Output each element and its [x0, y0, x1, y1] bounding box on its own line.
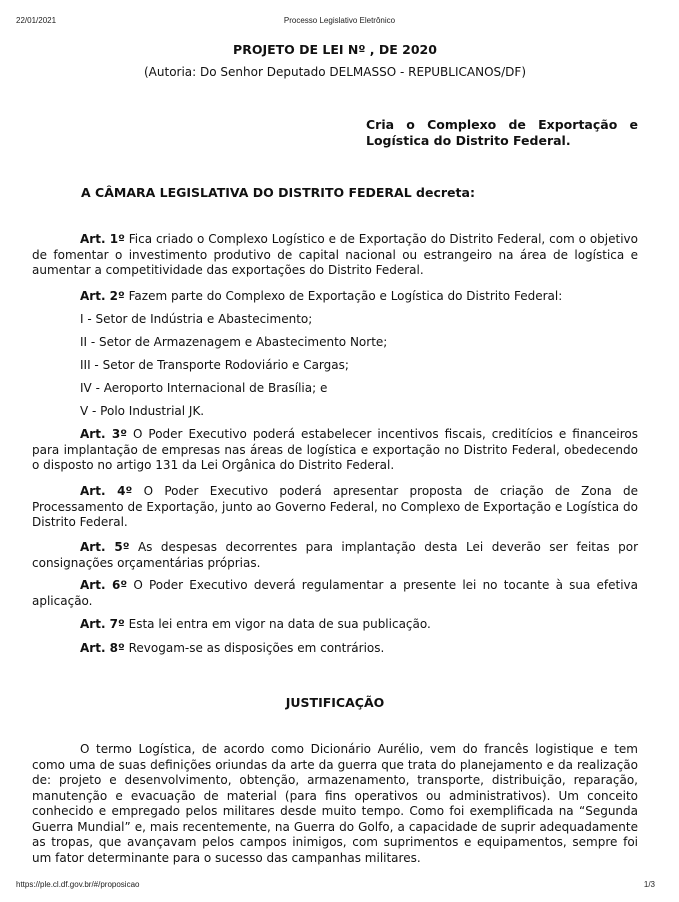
enacting-clause: A CÂMARA LEGISLATIVA DO DISTRITO FEDERAL decreta: [81, 185, 475, 200]
article-label: Art. 4º [80, 484, 133, 498]
bill-summary: Cria o Complexo de Exportação e Logística do Distrito Federal. [366, 117, 638, 148]
article-8 [32, 641, 638, 657]
list-item: IV - Aeroporto Internacional de Brasília; e [80, 381, 328, 395]
article-text: O Poder Executivo deverá regulamentar a presente lei no tocante à sua efetiva aplicação. [32, 578, 638, 608]
justification-heading: JUSTIFICAÇÃO [285, 695, 385, 710]
justification-body [32, 742, 638, 866]
article-7 [32, 617, 638, 633]
article-label: Art. 5º [80, 540, 130, 554]
list-item: III - Setor de Transporte Rodoviário e Cargas; [80, 358, 349, 372]
bill-authorship: (Autoria: Do Senhor Deputado DELMASSO - REPUBLICANOS/DF) [144, 65, 526, 79]
article-text: Fazem parte do Complexo de Exportação e Logística do Distrito Federal: [124, 289, 563, 303]
article-label: Art. 3º [80, 427, 127, 441]
print-system-name: Processo Legislativo Eletrônico [283, 16, 396, 25]
print-url: https://ple.cl.df.gov.br/#/proposicao [16, 880, 140, 889]
article-label: Art. 7º [80, 617, 125, 631]
page-number: 1/3 [643, 880, 655, 889]
article-4 [32, 484, 638, 531]
article-5 [32, 540, 638, 571]
article-1 [32, 232, 638, 279]
article-text: O Poder Executivo poderá apresentar proposta de criação de Zona de Processamento de Exportação, junto ao Governo Federal, no Complexo de Exportação e Logística do Distrito Federal. [32, 484, 639, 529]
list-item: II - Setor de Armazenagem e Abastecimento Norte; [80, 335, 388, 349]
article-3 [32, 427, 638, 474]
list-item: I - Setor de Indústria e Abastecimento; [80, 312, 313, 326]
print-date: 22/01/2021 [16, 16, 57, 25]
article-text: Fica criado o Complexo Logístico e de Exportação do Distrito Federal, com o objetivo de fomentar o investimento produtivo de capital nacional ou estrangeiro na área de logística e aumentar a competitividade das exportações do Distrito Federal. [32, 232, 639, 277]
article-label: Art. 2º [80, 289, 125, 303]
article-label: Art. 8º [80, 641, 125, 655]
article-text: O Poder Executivo poderá estabelecer incentivos fiscais, creditícios e financeiros para implantação de empresas nas áreas de logística e exportação no Distrito Federal, obedecendo o disposto no artigo 131 da Lei Orgânica do Distrito Federal. [32, 427, 638, 472]
article-text: Revogam-se as disposições em contrários. [124, 641, 385, 655]
article-text: Esta lei entra em vigor na data de sua publicação. [124, 617, 431, 631]
article-label: Art. 1º [80, 232, 125, 246]
article-label: Art. 6º [80, 578, 128, 592]
article-6 [32, 578, 638, 609]
list-item: V - Polo Industrial JK. [80, 404, 205, 418]
justification-paragraph: O termo Logística, de acordo como Dicionário Aurélio, vem do francês logistique e tem como uma de suas definições oriundas da arte da guerra que trata do planejamento e da realização de: projeto e desenvolvimento, obtenção, armazenamento, transporte, distribuição, reparação, manutenção e evacuação de material (para fins operativos ou administrativos). Um conceito conhecido e empregado pelos militares desde muito tempo. Como foi exemplificada na “Segunda Guerra Mundial” e, mais recentemente, na Guerra do Golfo, a capacidade de suprir adequadamente as tropas, que avançavam pelos campos inimigos, com suprimentos e equipamentos, sempre foi um fator determinante para o sucesso das campanhas militares. [32, 742, 638, 865]
article-text: As despesas decorrentes para implantação desta Lei deverão ser feitas por consignações orçamentárias próprias. [32, 540, 639, 570]
article-2 [32, 289, 638, 305]
bill-title: PROJETO DE LEI Nº , DE 2020 [233, 42, 437, 57]
